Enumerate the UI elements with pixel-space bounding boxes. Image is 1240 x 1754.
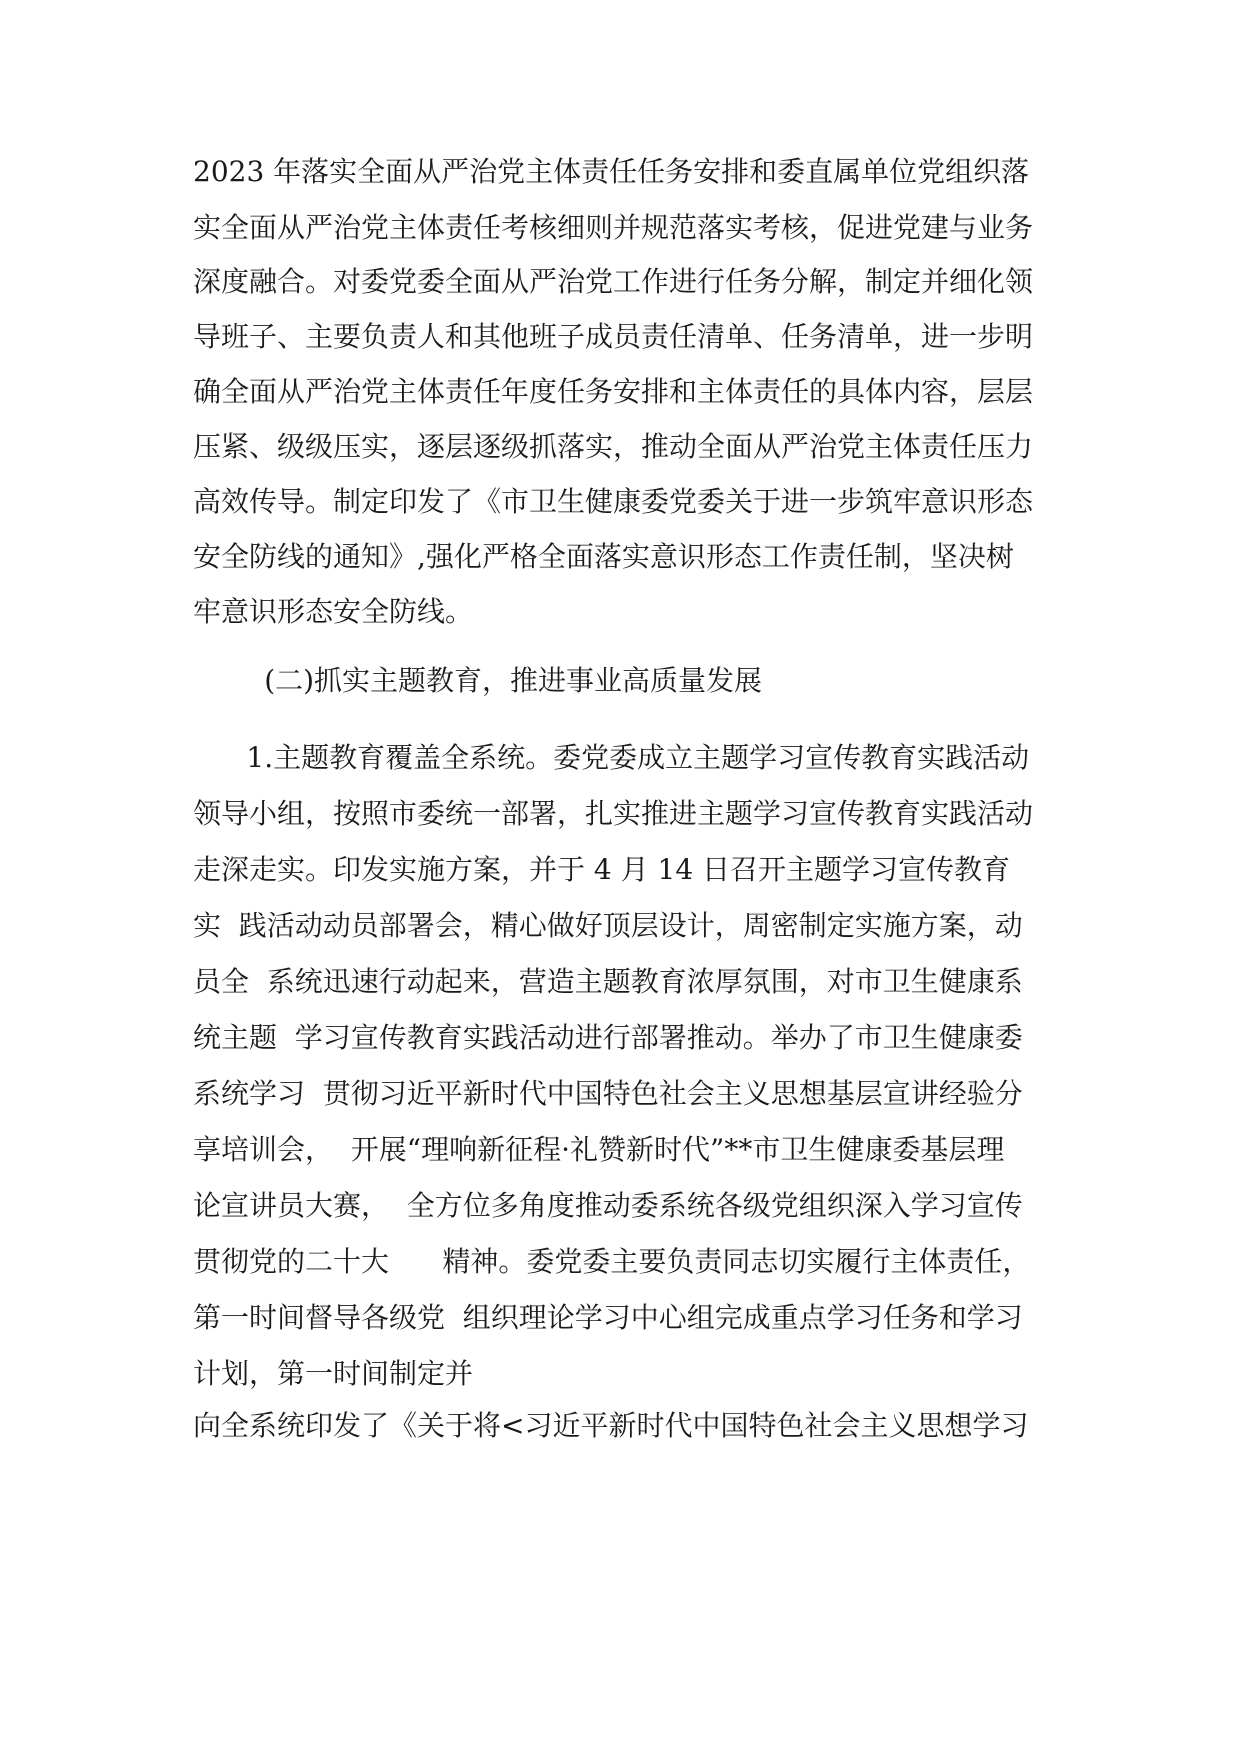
section-heading: (二)抓实主题教育，推进事业高质量发展: [193, 664, 763, 697]
body-text-line: 领导小组，按照市委统一部署，扎实推进主题学习宣传教育实践活动: [193, 797, 1034, 830]
body-text-line: 第一时间督导各级党 组织理论学习中心组完成重点学习任务和学习: [193, 1301, 1023, 1334]
body-text-line: 实全面从严治党主体责任考核细则并规范落实考核，促进党建与业务: [193, 211, 1034, 244]
body-text-line: 2023 年落实全面从严治党主体责任任务安排和委直属单位党组织落: [193, 155, 1030, 188]
body-text-line: 走深走实。印发实施方案，并于 4 月 14 日召开主题学习宣传教育: [193, 853, 1011, 886]
body-text-line: 统主题 学习宣传教育实践活动进行部署推动。举办了市卫生健康委: [193, 1021, 1023, 1054]
body-text-line: 员全 系统迅速行动起来，营造主题教育浓厚氛围，对市卫生健康系: [193, 965, 1023, 998]
body-text-line: 系统学习 贯彻习近平新时代中国特色社会主义思想基层宣讲经验分: [193, 1077, 1023, 1110]
body-text-line: 论宣讲员大赛， 全方位多角度推动委系统各级党组织深入学习宣传: [193, 1189, 1023, 1222]
body-text-line: 向全系统印发了《关于将<习近平新时代中国特色社会主义思想学习: [193, 1409, 1029, 1442]
body-text-line: 高效传导。制定印发了《市卫生健康委党委关于进一步筑牢意识形态: [193, 485, 1034, 518]
body-text-line: 安全防线的通知》,强化严格全面落实意识形态工作责任制，坚决树: [193, 540, 1014, 573]
body-text-line: 深度融合。对委党委全面从严治党工作进行任务分解，制定并细化领: [193, 265, 1034, 298]
body-text-line: 享培训会， 开展“理响新征程·礼赞新时代”**市卫生健康委基层理: [193, 1133, 1005, 1166]
body-text-line: 实 践活动动员部署会，精心做好顶层设计，周密制定实施方案，动: [193, 909, 1023, 942]
body-text-line: 贯彻党的二十大 精神。委党委主要负责同志切实履行主体责任，: [193, 1245, 1031, 1278]
body-text-line: 压紧、级级压实，逐层逐级抓落实，推动全面从严治党主体责任压力: [193, 430, 1034, 463]
body-text-line: 计划，第一时间制定并: [193, 1357, 474, 1390]
body-text-line: 确全面从严治党主体责任年度任务安排和主体责任的具体内容，层层: [193, 375, 1034, 408]
body-text-line: 1.主题教育覆盖全系统。委党委成立主题学习宣传教育实践活动: [193, 741, 1030, 774]
body-text-line: 牢意识形态安全防线。: [193, 595, 474, 628]
body-text-line: 导班子、主要负责人和其他班子成员责任清单、任务清单，进一步明: [193, 320, 1034, 353]
